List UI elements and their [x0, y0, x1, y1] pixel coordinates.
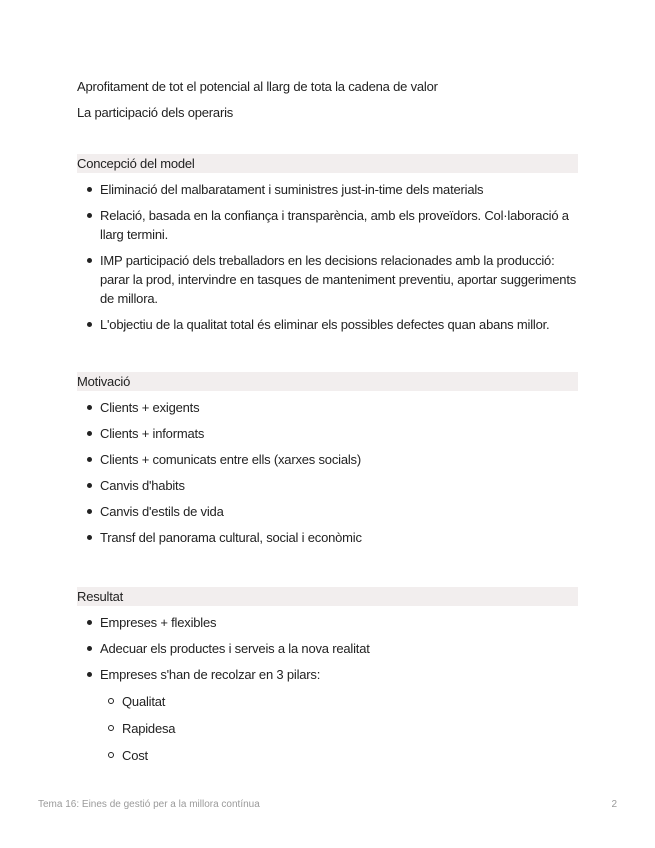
intro: [77, 78, 577, 122]
section-heading: Motivació: [77, 372, 578, 391]
list-item: Relació, basada en la confiança i transparència, amb els proveïdors. Col·laboració a llarg termini.: [77, 206, 578, 244]
list-item: Clients + comunicats entre ells (xarxes socials): [77, 450, 578, 469]
intro-line: Aprofitament de tot el potencial al llarg de tota la cadena de valor: [77, 79, 438, 94]
list-item: Canvis d'habits: [77, 476, 578, 495]
bullet-list: [77, 398, 578, 547]
section-resultat: [77, 587, 578, 765]
list-item: [77, 665, 578, 765]
list-item: Transf del panorama cultural, social i econòmic: [77, 528, 578, 547]
list-item: Clients + exigents: [77, 398, 578, 417]
section-motivacio: [77, 372, 578, 547]
footer-title: Tema 16: Eines de gestió per a la millora contínua: [38, 799, 260, 810]
page-footer: [38, 799, 617, 810]
sub-bullet-list: [100, 692, 578, 765]
page-number: 2: [611, 799, 617, 810]
section-concepcio: [77, 154, 578, 334]
section-heading: Concepció del model: [77, 154, 578, 173]
sub-list-item: Rapidesa: [100, 719, 578, 738]
intro-line: La participació dels operaris: [77, 105, 234, 120]
list-item-text: Empreses s'han de recolzar en 3 pilars:: [100, 667, 321, 682]
bullet-list: [77, 613, 578, 765]
list-item: Adecuar els productes i serveis a la nova realitat: [77, 639, 578, 658]
section-heading: Resultat: [77, 587, 578, 606]
list-item: Canvis d'estils de vida: [77, 502, 578, 521]
bullet-list: [77, 180, 578, 334]
sub-list-item: Cost: [100, 746, 578, 765]
list-item: Eliminació del malbaratament i suministres just-in-time dels materials: [77, 180, 578, 199]
sub-list-item: Qualitat: [100, 692, 578, 711]
list-item: IMP participació dels treballadors en les decisions relacionades amb la producció: parar la prod, intervindre en tasques de manteniment preventiu, aportar suggeriments de millora.: [77, 251, 578, 308]
list-item: Clients + informats: [77, 424, 578, 443]
list-item: Empreses + flexibles: [77, 613, 578, 632]
list-item: L'objectiu de la qualitat total és eliminar els possibles defectes quan abans millor.: [77, 315, 578, 334]
